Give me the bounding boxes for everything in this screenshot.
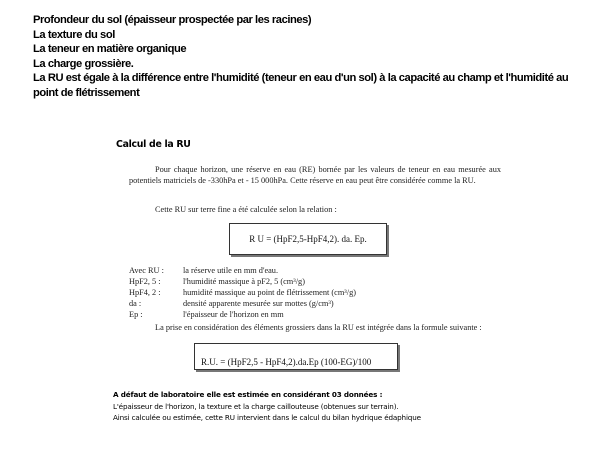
formula-ru-coarse-text: R.U. = (HpF2,5 - HpF4,2).da.Ep (100-EG)/100 xyxy=(201,356,372,367)
definition-term: da : xyxy=(129,299,142,308)
scan-section-title: Calcul de la RU xyxy=(116,139,191,150)
definition-desc: densité apparente mesurée sur mottes (g/cm³) xyxy=(183,299,334,308)
definition-desc: humidité massique au point de flétrissement (cm³/g) xyxy=(183,288,356,297)
definition-desc: l'épaisseur de l'horizon en mm xyxy=(183,310,284,319)
intro-line-depth: Profondeur du sol (épaisseur prospectée par les racines) xyxy=(33,14,312,26)
intro-line-organic-matter: La teneur en matière organique xyxy=(33,43,187,56)
intro-line-texture: La texture du sol xyxy=(33,28,115,41)
definition-row-ep xyxy=(129,310,284,320)
definition-row-da xyxy=(129,299,334,309)
definition-term: HpF4, 2 : xyxy=(129,288,161,297)
scan-paragraph-coarse-text: La prise en considération des éléments grossiers dans la RU est intégrée dans la formule suivante : xyxy=(155,323,482,332)
scan-paragraph-coarse xyxy=(129,323,501,334)
outro-line-estimate: A défaut de laboratoire elle est estimée en considérant 03 données : xyxy=(113,390,383,399)
definition-row-hpf42 xyxy=(129,288,356,298)
scan-paragraph-relation xyxy=(129,205,501,216)
formula-ru-text: R U = (HpF2,5-HpF4,2). da. Ep. xyxy=(249,234,367,244)
outro-line-water-balance: Ainsi calculée ou estimée, cette RU intervient dans le calcul du bilan hydrique édaphique xyxy=(113,413,421,422)
intro-line-ru-definition: La RU est égale à la différence entre l'humidité (teneur en eau d'un sol) à la capacité au champ et l'humidité au point de flétrissement xyxy=(33,72,569,99)
definition-row-hpf25 xyxy=(129,277,305,287)
scan-paragraph-relation-text: Cette RU sur terre fine a été calculée selon la relation : xyxy=(155,205,337,214)
definition-desc: la réserve utile en mm d'eau. xyxy=(183,266,279,275)
definition-term: Ep : xyxy=(129,310,143,319)
outro-text-block xyxy=(113,389,593,424)
definition-desc: l'humidité massique à pF2, 5 (cm³/g) xyxy=(183,277,305,286)
outro-line-data-list: L'épaisseur de l'horizon, la texture et la charge caillouteuse (obtenues sur terrain). xyxy=(113,401,399,411)
scan-paragraph-horizon-text: Pour chaque horizon, une réserve en eau (RE) bornée par les valeurs de teneur en eau mesurée aux potentiels matriciels de -330hPa et - 15 000hPa. Cette réserve en eau peut être considérée comme la RU. xyxy=(129,165,501,185)
definition-term: HpF2, 5 : xyxy=(129,277,161,286)
formula-box-ru-coarse xyxy=(194,343,398,370)
formula-box-ru xyxy=(229,223,387,255)
definition-row-ru xyxy=(129,266,278,276)
intro-text-block xyxy=(33,13,593,101)
intro-line-coarse-load: La charge grossière. xyxy=(33,57,134,70)
definition-term: Avec RU : xyxy=(129,266,164,275)
scan-paragraph-horizon xyxy=(129,165,501,186)
